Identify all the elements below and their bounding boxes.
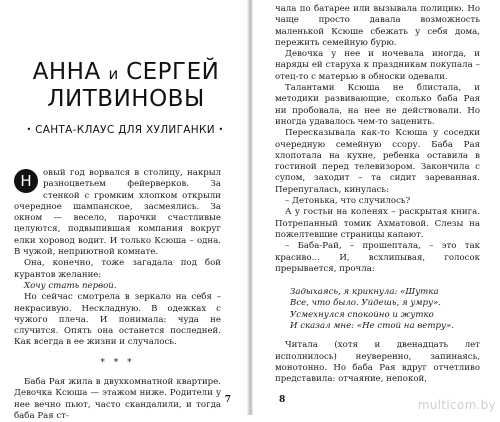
right-page: [253, 0, 500, 415]
poem-line: Задыхаясь, я крикнула: «Шутка: [290, 287, 439, 298]
page-number-right: 8: [279, 395, 286, 405]
body-paragraph: Баба Рая жила в двухкомнатной квартире. Девочка Ксюша — этажом ниже. Родители у нее вечно пьют, часто скандалили, и тогда баба Рая ст-: [14, 377, 221, 421]
wish-line: Хочу стать первой.: [24, 280, 117, 291]
drop-cap: Н: [14, 169, 38, 193]
story-title: [22, 124, 228, 136]
body-paragraph: Читала (хотя и двенадцать лет исполнилось) неуверенно, запинаясь, монотонно. Но баба Рая вдруг отчетливо представила: отчаяние, непокой,: [275, 340, 480, 385]
book-title: [18, 60, 234, 112]
left-page-body: [14, 168, 221, 422]
opening-paragraph-text: овый год ворвался в столицу, накрыл разноцветьем фейерверков. За стенкой с громким хлопком открыли очередное шампанское, засмеялись. За окном — весело, парочки счастливые целуются, подвыпившая компания вокруг елки хоровод водит. И только Ксюша – одна. В чужой, неприютной комнате.: [14, 168, 221, 258]
body-paragraph: Она, конечно, тоже загадала под бой курантов желание:: [14, 258, 221, 280]
subtitle-dot-right: •: [218, 125, 224, 134]
poem-line: И сказал мне: «Не стой на ветру».: [290, 321, 455, 332]
author-first-name: АННА: [32, 59, 101, 85]
poem-quote: [290, 287, 480, 332]
author-second-name: СЕРГЕЙ: [126, 59, 220, 85]
dialogue-line: – Детонька, что случилось?: [285, 196, 411, 207]
poem-line: Усмехнулся спокойно и жутко: [290, 309, 434, 320]
watermark: multicom.by: [417, 398, 496, 412]
right-page-body: [275, 4, 480, 386]
body-paragraph: Талантами Ксюша не блистала, и методики развивающие, сколько баба Рая ни пробовала, на нее не действовали. Но иногда удавалось чем-то заценить.: [275, 83, 480, 127]
body-paragraph: Но сейчас смотрела в зеркало на себя – некрасивую. Нескладную. В одежках с чужого плеча. И понимала: чуда не случится. Опять она останется последней. Как всегда в ее жизни и случалось.: [14, 292, 221, 348]
author-surname: ЛИТВИНОВЫ: [47, 86, 205, 112]
subtitle-dot-left: •: [26, 125, 32, 134]
body-paragraph: Пересказывала как-то Ксюша у соседки очередную семейную ссору. Баба Рая хлопотала на кухне, ребенка оставила в гостиной перед телевизором. Закончила с супом, заходит – та сидит зареванная. Перепугалась, кинулась:: [275, 128, 480, 195]
dialogue-line: – Баба-Рай, – прошептала, – это так красиво… И, всхлипывая, голосок прерывается, прочла:: [275, 241, 480, 274]
author-conjunction: и: [108, 65, 119, 83]
section-separator: * * *: [100, 357, 135, 368]
story-title-text: САНТА-КЛАУС ДЛЯ ХУЛИГАНКИ: [35, 124, 215, 136]
opening-paragraph: [14, 168, 221, 258]
body-paragraph: А у гостьи на коленях – раскрытая книга. Потрепанный томик Ахматовой. Слезы на пожелтевшие страницы капают.: [275, 207, 480, 240]
poem-line: Все, что было. Уйдешь, я умру».: [290, 298, 441, 309]
body-paragraph: Девочка у нее и ночевала иногда, и наряды ей старуха к праздникам покупала – отец-то с матерью в обноски одевали.: [275, 49, 480, 82]
left-page: [0, 0, 247, 421]
page-number-left: 7: [224, 395, 231, 405]
body-paragraph: чала по батарее или вызывала полицию. Но чаще просто давала возможность маленькой Ксюше сбежать у себя дома, пережить семейную бурю.: [275, 4, 480, 48]
